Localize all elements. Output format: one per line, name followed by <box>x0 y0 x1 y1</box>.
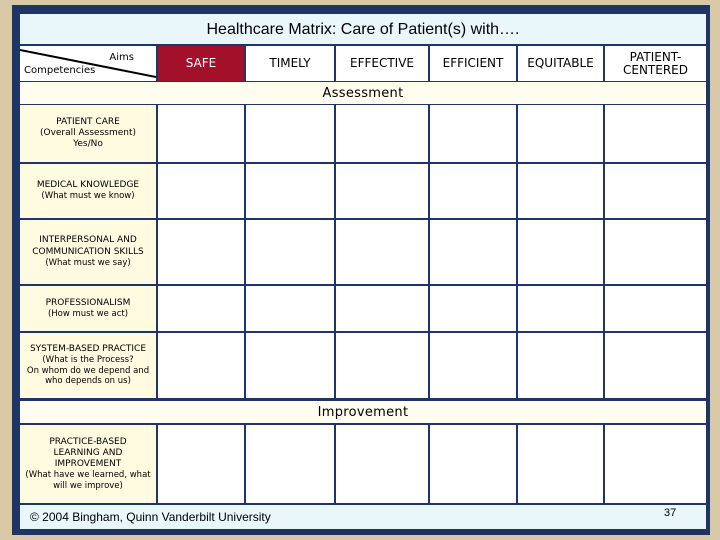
row-subtitle: (What must we know) <box>41 191 135 202</box>
row-label-4 <box>20 333 156 398</box>
matrix-cell <box>605 425 706 503</box>
row-label-2 <box>20 220 156 284</box>
matrix-cell <box>430 333 516 398</box>
column-header-timely: TIMELY <box>246 46 334 81</box>
matrix-cell <box>336 286 428 331</box>
row-title: PATIENT CARE (Overall Assessment) Yes/No <box>39 116 137 150</box>
matrix-cell <box>246 333 334 398</box>
matrix-cell <box>518 286 603 331</box>
matrix-cell <box>518 164 603 218</box>
matrix-cell <box>605 105 706 162</box>
column-header-equitable: EQUITABLE <box>518 46 603 81</box>
improvement-band: Improvement <box>20 401 706 423</box>
matrix-cell <box>605 220 706 284</box>
matrix-cell <box>336 425 428 503</box>
competencies-label: Competencies <box>24 65 96 76</box>
row-title: INTERPERSONAL AND COMMUNICATION SKILLS <box>32 235 144 257</box>
matrix-cell <box>518 220 603 284</box>
column-header-safe: SAFE <box>158 46 244 81</box>
matrix-cell <box>605 164 706 218</box>
row-label-5 <box>20 425 156 503</box>
matrix-cell <box>246 105 334 162</box>
column-header-efficient: EFFICIENT <box>430 46 516 81</box>
matrix-cell <box>336 220 428 284</box>
matrix-cell <box>336 333 428 398</box>
row-title: MEDICAL KNOWLEDGE <box>36 180 140 191</box>
matrix-cell <box>518 425 603 503</box>
row-subtitle: (What have we learned, what will we improve) <box>25 470 151 491</box>
row-subtitle: (What is the Process? On whom do we depend and who depends on us) <box>26 355 150 387</box>
row-title: SYSTEM-BASED PRACTICE <box>29 343 147 354</box>
matrix-cell <box>246 164 334 218</box>
row-subtitle: (How must we act) <box>47 308 129 319</box>
column-header-effective: EFFECTIVE <box>336 46 428 81</box>
column-header-patientcentered: PATIENT- CENTERED <box>605 46 706 81</box>
matrix-cell <box>158 105 244 162</box>
aims-label: Aims <box>109 52 134 63</box>
row-title: PROFESSIONALISM <box>45 297 131 308</box>
matrix-cell <box>246 425 334 503</box>
matrix-cell <box>158 286 244 331</box>
assessment-band: Assessment <box>20 82 706 104</box>
matrix-cell <box>430 220 516 284</box>
matrix-cell <box>605 333 706 398</box>
matrix-cell <box>158 220 244 284</box>
row-label-0 <box>20 105 156 162</box>
matrix-cell <box>518 105 603 162</box>
matrix-cell <box>430 425 516 503</box>
slide-title: Healthcare Matrix: Care of Patient(s) with…. <box>20 14 706 44</box>
matrix-cell <box>246 220 334 284</box>
matrix-cell <box>605 286 706 331</box>
row-subtitle: (What must we say) <box>45 257 131 268</box>
matrix-cell <box>430 105 516 162</box>
row-label-3 <box>20 286 156 331</box>
matrix-cell <box>158 333 244 398</box>
matrix-cell <box>158 164 244 218</box>
row-title: PRACTICE-BASED LEARNING AND IMPROVEMENT <box>49 436 127 469</box>
page-number: 37 <box>664 507 677 519</box>
matrix-cell <box>430 164 516 218</box>
corner-cell <box>20 46 156 81</box>
copyright-text: © 2004 Bingham, Quinn Vanderbilt University <box>30 510 271 524</box>
row-label-1 <box>20 164 156 218</box>
matrix-cell <box>158 425 244 503</box>
matrix-cell <box>336 164 428 218</box>
matrix-cell <box>518 333 603 398</box>
matrix-cell <box>430 286 516 331</box>
matrix-cell <box>336 105 428 162</box>
matrix-cell <box>246 286 334 331</box>
